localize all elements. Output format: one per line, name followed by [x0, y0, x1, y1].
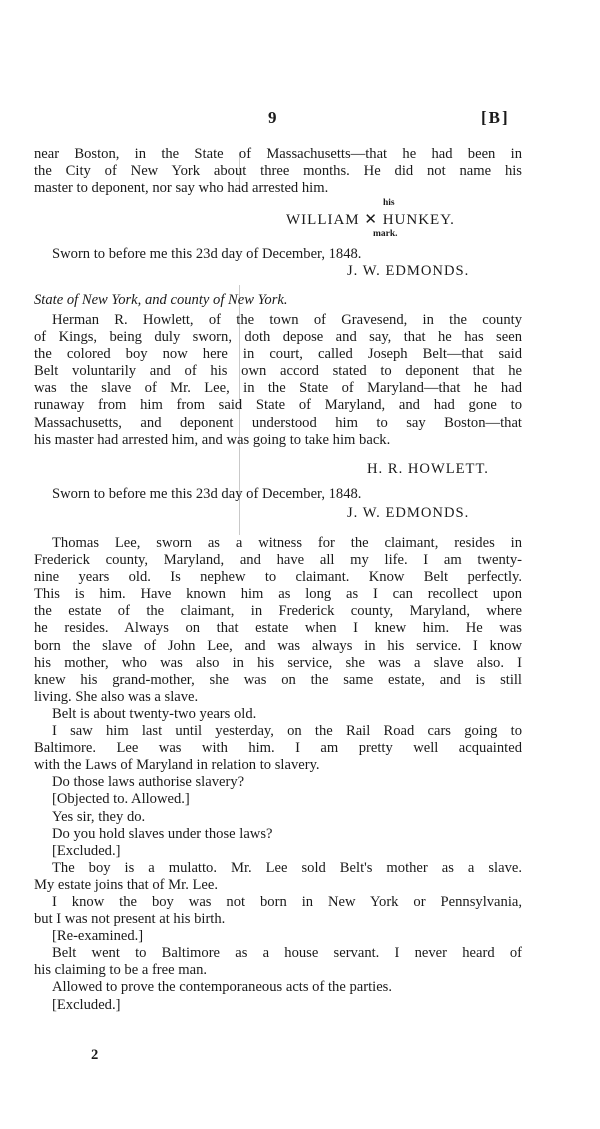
- signature-william-hunkey: WILLIAM ✕ HUNKEY.: [286, 212, 455, 228]
- judge-signature: J. W. EDMONDS.: [347, 505, 470, 521]
- text-line: the estate of the claimant, in Frederick county, Maryland, where: [34, 603, 522, 620]
- text-line: his claiming to be a free man.: [34, 962, 208, 979]
- question-line: Do you hold slaves under those laws?: [52, 825, 273, 842]
- paragraph-hunkey-end: [34, 146, 522, 197]
- text-line: living. She also was a slave.: [34, 688, 199, 705]
- paragraph-thomas-lee: [34, 535, 522, 1014]
- text-line: Allowed to prove the contemporaneous acts of the parties.: [52, 979, 393, 996]
- text-line: with the Laws of Maryland in relation to slavery.: [34, 757, 320, 774]
- text-line: Baltimore. Lee was with him. I am pretty well acquainted: [34, 740, 522, 757]
- question-line: Do those laws authorise slavery?: [52, 774, 245, 791]
- judge-signature: J. W. EDMONDS.: [347, 263, 470, 279]
- text-line: his master had arrested him, and was going to take him back.: [34, 431, 391, 448]
- page-number: 9: [268, 108, 277, 127]
- bracket-mark: [B]: [481, 108, 510, 127]
- text-line: Herman R. Howlett, of the town of Gravesend, in the county: [52, 312, 522, 328]
- text-line: The boy is a mulatto. Mr. Lee sold Belt's mother as a slave.: [52, 859, 522, 876]
- text-line: his mother, who was also in his service, she was a slave also. I: [34, 654, 522, 671]
- text-line: I saw him last until yesterday, on the Rail Road cars going to: [52, 723, 522, 740]
- text-line: the colored boy now here in court, called Joseph Belt—that said: [34, 346, 522, 363]
- signature-his: his: [383, 198, 395, 208]
- text-line: knew his grand-mother, she was on the same estate, and is still: [34, 671, 522, 688]
- text-line: runaway from him from said State of Maryland, and had gone to: [34, 397, 522, 414]
- paragraph-howlett: [34, 312, 522, 449]
- ruling-line: [Re-examined.]: [52, 928, 144, 945]
- signature-howlett: H. R. HOWLETT.: [367, 461, 489, 477]
- jurat-line: Sworn to before me this 23d day of December, 1848.: [52, 486, 362, 502]
- venue-heading: State of New York, and county of New York.: [34, 292, 288, 308]
- signature-mark-number: 2: [91, 1047, 99, 1063]
- text-line: near Boston, in the State of Massachusetts—that he had been in: [34, 146, 522, 162]
- text-line: I know the boy was not born in New York or Pennsylvania,: [52, 893, 522, 910]
- text-line: My estate joins that of Mr. Lee.: [34, 876, 219, 893]
- text-line: Massachusetts, and deponent understood him to say Boston—that: [34, 414, 522, 431]
- text-line: he resides. Always on that estate when I knew him. He was: [34, 620, 522, 637]
- text-line: nine years old. Is nephew to claimant. Know Belt perfectly.: [34, 569, 522, 586]
- ruling-line: [Excluded.]: [52, 996, 121, 1013]
- answer-line: Yes sir, they do.: [52, 808, 146, 825]
- text-line: master to deponent, nor say who had arrested him.: [34, 180, 329, 197]
- ruling-line: [Excluded.]: [52, 842, 121, 859]
- text-line: of Kings, being duly sworn, doth depose and say, that he has seen: [34, 329, 522, 346]
- text-line: Belt went to Baltimore as a house servant. I never heard of: [52, 945, 522, 962]
- text-line: Belt voluntarily and of his own accord stated to deponent that he: [34, 363, 522, 380]
- text-line: Thomas Lee, sworn as a witness for the claimant, resides in: [52, 535, 522, 551]
- text-line: the City of New York about three months. He did not name his: [34, 163, 522, 180]
- ruling-line: [Objected to. Allowed.]: [52, 791, 190, 808]
- signature-mark: mark.: [373, 229, 398, 239]
- text-line: but I was not present at his birth.: [34, 911, 226, 928]
- jurat-line: Sworn to before me this 23d day of December, 1848.: [52, 246, 362, 262]
- text-line: was the slave of Mr. Lee, in the State of Maryland—that he had: [34, 380, 522, 397]
- text-line: Belt is about twenty-two years old.: [52, 705, 257, 722]
- text-line: This is him. Have known him as long as I can recollect upon: [34, 586, 522, 603]
- text-line: Frederick county, Maryland, and have all my life. I am twenty-: [34, 552, 522, 569]
- text-line: born the slave of John Lee, and was always in his service. I know: [34, 637, 522, 654]
